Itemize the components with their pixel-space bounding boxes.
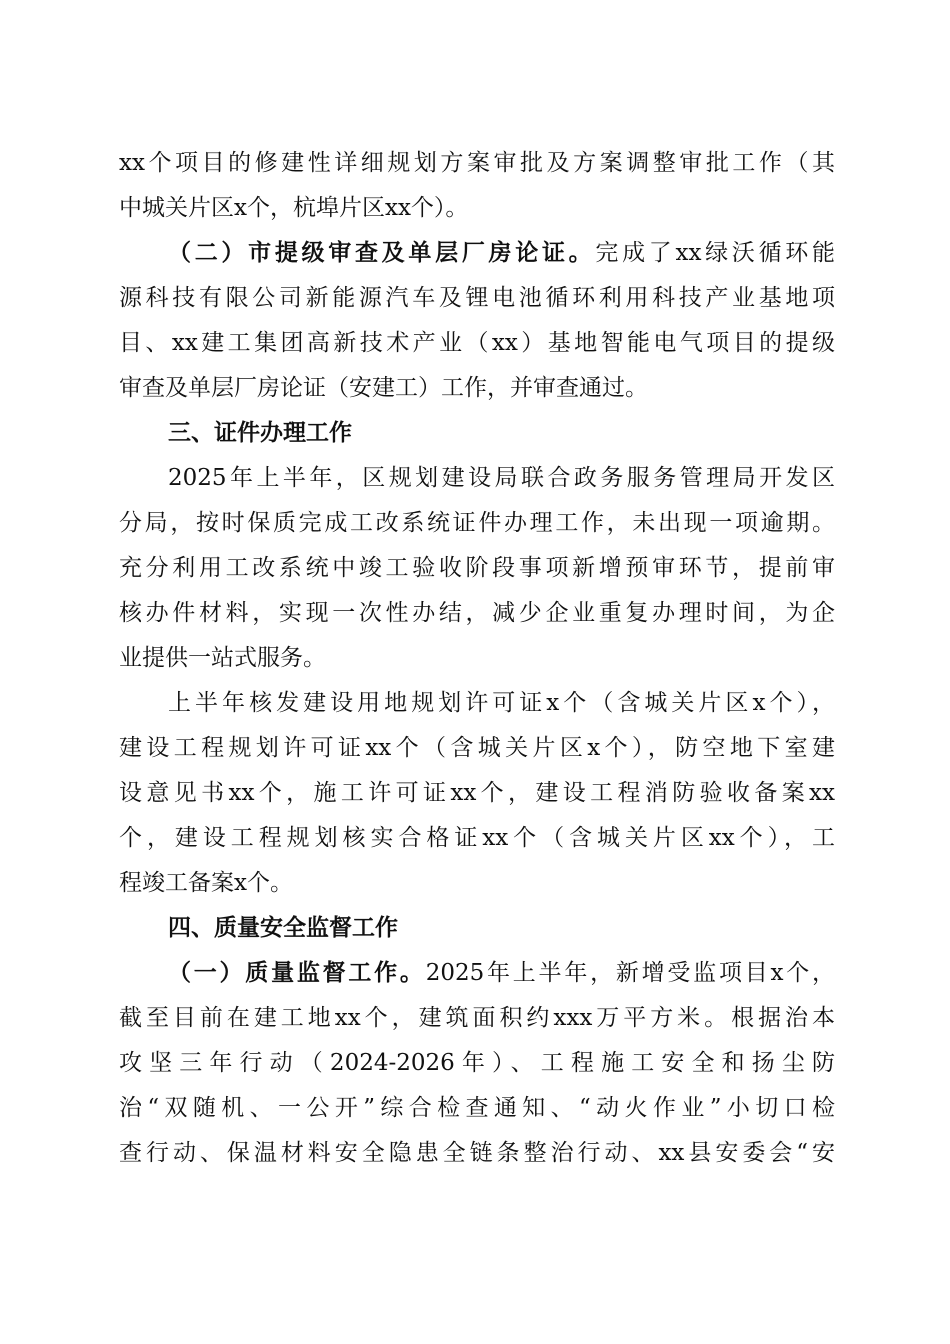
paragraph-line: 源科技有限公司新能源汽车及锂电池循环利用科技产业基地项	[119, 285, 835, 311]
paragraph-text: 2025年上半年，新增受监项目x个，	[425, 960, 835, 986]
paragraph-line: 个，建设工程规划核实合格证xx个（含城关片区xx个），工	[119, 825, 835, 851]
paragraph-line: 目、xx建工集团高新技术产业（xx）基地智能电气项目的提级	[119, 330, 835, 356]
paragraph-line: xx个项目的修建性详细规划方案审批及方案调整审批工作（其	[119, 150, 835, 176]
paragraph-line: 2025年上半年，区规划建设局联合政务服务管理局开发区	[168, 465, 835, 491]
paragraph-line: 程竣工备案x个。	[119, 870, 293, 896]
section-heading: 三、证件办理工作	[168, 420, 352, 446]
paragraph-line: 设意见书xx个，施工许可证xx个，建设工程消防验收备案xx	[119, 780, 835, 806]
paragraph-line: 充分利用工改系统中竣工验收阶段事项新增预审环节，提前审	[119, 555, 835, 581]
subsection-title: （二）市提级审查及单层厂房论证。	[168, 239, 596, 266]
paragraph-line: 截至目前在建工地xx个，建筑面积约xxx万平方米。根据治本	[119, 1005, 835, 1031]
paragraph-line: 攻坚三年行动（2024-2026年）、工程施工安全和扬尘防	[119, 1050, 835, 1076]
paragraph-line: 分局，按时保质完成工改系统证件办理工作，未出现一项逾期。	[119, 510, 835, 536]
paragraph-line: 审查及单层厂房论证（安建工）工作，并审查通过。	[119, 375, 648, 401]
paragraph-line: 业提供一站式服务。	[119, 645, 326, 671]
section-heading: 四、质量安全监督工作	[168, 915, 398, 941]
paragraph-line: 核办件材料，实现一次性办结，减少企业重复办理时间，为企	[119, 600, 835, 626]
paragraph-line: 建设工程规划许可证xx个（含城关片区x个），防空地下室建	[119, 735, 835, 761]
paragraph-line: 上半年核发建设用地规划许可证x个（含城关片区x个），	[168, 690, 835, 716]
paragraph-line	[168, 233, 835, 273]
paragraph-line: 查行动、保温材料安全隐患全链条整治行动、xx县安委会“安	[119, 1140, 835, 1166]
paragraph-line: 治“双随机、一公开”综合检查通知、“动火作业”小切口检	[119, 1095, 835, 1121]
paragraph-line	[168, 953, 835, 993]
subsection-title: （一）质量监督工作。	[168, 959, 426, 986]
paragraph-text: 完成了xx绿沃循环能	[595, 240, 835, 266]
paragraph-line: 中城关片区x个，杭埠片区xx个）。	[119, 195, 469, 221]
